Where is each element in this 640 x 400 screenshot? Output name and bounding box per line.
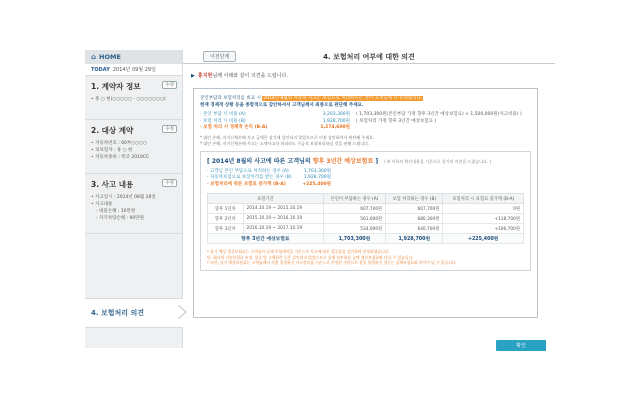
footnotes: * 상기 예상 갱신보험료는 고객님의 실제 보험계약을 기준으로 사고에 따른 할증률을 감안하여 산정하였습니다. 단, 회사의 기본보험료 조정, 할증 및 시세하락 등은 감안되지 않았으므로 실제 납부하실 금액 갱신보험료와 다를 수 있습니다. * 또한, 상기 예상보험료는 고객님께서 직접 입력하신 사고정보를 기준으로 산정된 것이므로 잘못 입력하신 경우는 실제보험료와 차이가 날 수 있습니다.: [207, 249, 457, 265]
opinion-panel: [193, 88, 538, 318]
premium-row: · 자동차보험으로 보상처리를 받는 경우 (B) 1,928,700원: [207, 175, 331, 180]
table-sum-row: 향후 3년간 예상보험료 1,703,300원 1,928,700원 +225,400원: [208, 234, 524, 244]
confirm-button[interactable]: 확인: [496, 340, 546, 351]
column-header: 보험기간: [208, 194, 324, 204]
list-item: • 사고내용: [91, 202, 113, 207]
header: [183, 50, 555, 64]
edit-button[interactable]: 수정: [162, 81, 177, 89]
section-title: 2. 대상 계약: [91, 126, 134, 135]
cost-row: · 본인 부담 시 비용 (A) 3,203,300원 ( 1,703,300원(본인부담 가정 향후 3년간 예상보험료) + 1,500,000원(사고비용) ): [200, 112, 522, 117]
premium-summary: [207, 169, 524, 189]
greeting-text: 님께 아래와 같이 의견을 드립니다.: [212, 73, 288, 79]
target-contract-section: [85, 120, 182, 174]
home-link[interactable]: [85, 50, 182, 64]
column-header: 본인이 부담하는 경우 (A): [323, 194, 386, 204]
cost-total-row: · 보험 처리 시 경제적 손익 (B-A) 1,274,600원: [200, 125, 350, 130]
cost-row: · 보험 처리 시 비용 (B) 1,928,700원 ( 보험처리 가정 향후 3년간 예상보험료 ): [200, 118, 437, 124]
today-bar: [85, 64, 182, 76]
customer-name: 홍지현: [197, 73, 213, 79]
list-item: - 자기차량손해 : 90만원: [96, 216, 144, 221]
section-title: 3. 사고 내용: [91, 180, 134, 189]
list-item: • 자동차종류 : 쪽코 2010CC: [91, 155, 150, 160]
column-header: 보험처리 시 보험료 증가액 (B-A): [443, 194, 524, 204]
table-row: 향후 1년차 2014.10.19 ~ 2015.10.19 607,700원 607,700원 0원: [208, 204, 524, 214]
list-item: • 홍 ○ 현(○○○○○ - ○○○○○○○): [91, 97, 166, 102]
summary-line: 본인부담과 보험처리를 비교 시 2014년 8월의 자동차 사고는 보험으로 처리하시는 것이 고객님께 더 유리합니다.: [200, 96, 423, 101]
disclaimer: * 대인 손해, 자기신체손해 사고 금액은 상기에 감안되지 않았으므로 이점 감안하셔서 판단해 주세요. * 대인 손해, 자기신체손해 사고는 소액사고라 하더라도 가급적 보험처리하실 것을 권해 드립니다.: [200, 134, 375, 146]
summary-line: 현재 경제적 상황 등을 종합적으로 감안하셔서 고객님께서 최종으로 판단해 주세요.: [200, 103, 364, 108]
sidebar: [85, 50, 183, 348]
cost-comparison: [200, 112, 531, 132]
contractor-info-section: [85, 76, 182, 120]
today-label: TODAY: [91, 66, 110, 73]
main-content: [183, 50, 555, 265]
detail-title: [ 2014년 8월의 사고에 따른 고객님의 향후 3년간 예상보험료 ] ( ※ 이하의 완산내용을 기준으로 상기의 의견을 드렸습니다. ): [207, 157, 491, 165]
premium-table: [207, 193, 524, 244]
table-row: 향후 3년차 2016.10.19 ~ 2017.10.19 534,000원 640,700원 +106,700원: [208, 224, 524, 234]
sidebar-item-insurance-opinion[interactable]: 4. 보험처리 의견: [85, 298, 183, 328]
edit-button[interactable]: 수정: [162, 179, 177, 187]
premium-total-row: · 보험처리에 따른 보험료 증가액 (B-A) +225,400원: [207, 181, 331, 187]
page-title: 4. 보험처리 여부에 대한 의견: [323, 53, 415, 61]
edit-button[interactable]: 수정: [162, 125, 177, 133]
accident-section: [85, 174, 182, 234]
active-pointer-icon: [178, 305, 188, 319]
home-label: HOME: [99, 53, 121, 61]
premium-row: · 고객님 본인 부담으로 처리하는 경우 (A) 1,703,300원: [207, 168, 331, 174]
premium-detail-box: [200, 151, 531, 271]
list-item: - 대물손해 : 10만원: [96, 209, 136, 214]
prev-step-button[interactable]: 이전단계: [203, 51, 236, 62]
list-item: • 피보험자 : 홍 ○ 현: [91, 148, 133, 153]
list-item: • 사고일시 : 2014년 08월 28일: [91, 195, 156, 200]
greeting: [191, 72, 555, 79]
section-title: 1. 계약자 정보: [91, 82, 141, 91]
table-header-row: [208, 194, 524, 204]
table-row: 향후 2년차 2015.10.19 ~ 2016.10.19 561,600원 680,300원 +118,700원: [208, 214, 524, 224]
list-item: • 자동차번호 : 60부○○○○: [91, 141, 147, 146]
today-value: 2014년 09월 29일: [112, 67, 156, 73]
home-icon: ⌂: [91, 53, 97, 61]
triangle-bullet-icon: ▶: [191, 72, 195, 79]
column-header: 보험 처리하는 경우 (B): [386, 194, 443, 204]
recommendation-highlight: 2014년 8월의 자동차 사고는 보험으로 처리하시는 것이 고객님께 더 유리합니다.: [263, 96, 423, 101]
